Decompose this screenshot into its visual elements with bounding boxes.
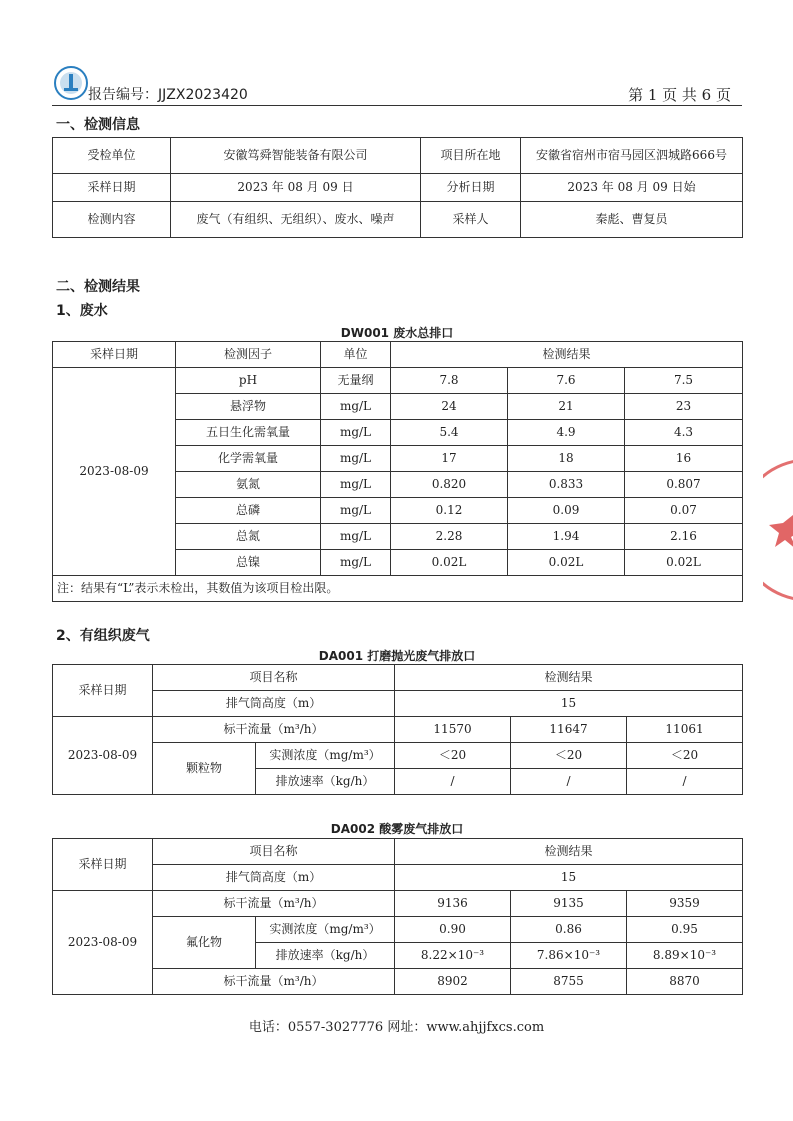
- info-label: 采样日期: [53, 174, 171, 202]
- value-cell: 11570: [395, 717, 511, 743]
- value-cell: 2.28: [391, 524, 508, 550]
- table-row: [53, 717, 743, 743]
- value-cell: ＜20: [511, 743, 627, 769]
- header-cell: 采样日期: [53, 839, 153, 891]
- report-number: 报告编号：JJZX2023420: [88, 87, 248, 103]
- table-note: 注：结果有“L”表示未检出，其数值为该项目检出限。: [53, 576, 743, 602]
- info-table: [52, 137, 743, 238]
- seal-stamp-icon: [763, 455, 793, 605]
- value-cell: /: [395, 769, 511, 795]
- da002-table: [52, 838, 743, 995]
- header-cell: 采样日期: [53, 665, 153, 717]
- info-value: 废气（有组织、无组织）、废水、噪声: [171, 202, 421, 238]
- page-info: 第 1 页 共 6 页: [628, 86, 731, 104]
- info-value: 秦彪、曹复员: [521, 202, 743, 238]
- value-cell: 0.86: [511, 917, 627, 943]
- footer-contact: 电话：0557-3027776 网址：www.ahjjfxcs.com: [248, 1020, 545, 1035]
- value-cell: 17: [391, 446, 508, 472]
- info-label: 采样人: [421, 202, 521, 238]
- factor-cell: 总磷: [176, 498, 321, 524]
- value-cell: 0.02L: [391, 550, 508, 576]
- section-title-info: 一、检测信息: [56, 117, 140, 133]
- water-table: [52, 341, 743, 602]
- value-cell: 0.09: [508, 498, 625, 524]
- value-cell: ＜20: [627, 743, 743, 769]
- value-cell: 23: [625, 394, 743, 420]
- value-cell: 7.86×10⁻³: [511, 943, 627, 969]
- table-row: [53, 917, 743, 943]
- conc-label: 实测浓度（mg/m³）: [256, 743, 395, 769]
- da001-table: [52, 664, 743, 795]
- value-cell: 9135: [511, 891, 627, 917]
- table-row: [53, 969, 743, 995]
- factor-cell: pH: [176, 368, 321, 394]
- unit-cell: mg/L: [321, 550, 391, 576]
- height-label: 排气筒高度（m）: [153, 691, 395, 717]
- value-cell: 7.8: [391, 368, 508, 394]
- value-cell: 2.16: [625, 524, 743, 550]
- header-cell: 检测结果: [395, 839, 743, 865]
- value-cell: 0.07: [625, 498, 743, 524]
- unit-cell: mg/L: [321, 420, 391, 446]
- factor-cell: 五日生化需氧量: [176, 420, 321, 446]
- value-cell: 1.94: [508, 524, 625, 550]
- value-cell: 0.02L: [508, 550, 625, 576]
- value-cell: ＜20: [395, 743, 511, 769]
- value-cell: 4.9: [508, 420, 625, 446]
- table-note-row: [53, 576, 743, 602]
- info-label: 检测内容: [53, 202, 171, 238]
- factor-cell: 化学需氧量: [176, 446, 321, 472]
- sample-date: 2023-08-09: [53, 717, 153, 795]
- info-label: 分析日期: [421, 174, 521, 202]
- table-row: [53, 691, 743, 717]
- value-cell: 8.22×10⁻³: [395, 943, 511, 969]
- value-cell: /: [627, 769, 743, 795]
- header-cell: 项目名称: [153, 839, 395, 865]
- table-row: [53, 743, 743, 769]
- conc-label: 实测浓度（mg/m³）: [256, 917, 395, 943]
- value-cell: 8755: [511, 969, 627, 995]
- value-cell: 0.807: [625, 472, 743, 498]
- header-cell: 检测因子: [176, 342, 321, 368]
- value-cell: 9359: [627, 891, 743, 917]
- unit-cell: mg/L: [321, 394, 391, 420]
- unit-cell: 无量纲: [321, 368, 391, 394]
- rate-label: 排放速率（kg/h）: [256, 943, 395, 969]
- da001-caption: DA001 打磨抛光废气排放口: [318, 649, 476, 663]
- flow-label: 标干流量（m³/h）: [153, 969, 395, 995]
- header-cell: 单位: [321, 342, 391, 368]
- rate-label: 排放速率（kg/h）: [256, 769, 395, 795]
- value-cell: 9136: [395, 891, 511, 917]
- info-label: 项目所在地: [421, 138, 521, 174]
- value-cell: 0.820: [391, 472, 508, 498]
- info-row: [53, 174, 743, 202]
- value-cell: 0.90: [395, 917, 511, 943]
- table-row: [53, 368, 743, 394]
- info-row: [53, 138, 743, 174]
- sample-date: 2023-08-09: [53, 368, 176, 576]
- water-table-caption: DW001 废水总排口: [340, 326, 454, 340]
- table-row: [53, 891, 743, 917]
- info-value: 安徽笃舜智能装备有限公司: [171, 138, 421, 174]
- header-cell: 采样日期: [53, 342, 176, 368]
- value-cell: 7.6: [508, 368, 625, 394]
- section-title-results: 二、检测结果: [56, 279, 140, 295]
- height-value: 15: [395, 691, 743, 717]
- subsection-water: 1、废水: [56, 303, 108, 319]
- value-cell: 16: [625, 446, 743, 472]
- header-cell: 检测结果: [391, 342, 743, 368]
- da002-caption: DA002 酸雾废气排放口: [330, 822, 464, 836]
- value-cell: 0.95: [627, 917, 743, 943]
- height-label: 排气筒高度（m）: [153, 865, 395, 891]
- value-cell: 7.5: [625, 368, 743, 394]
- height-value: 15: [395, 865, 743, 891]
- header-cell: 项目名称: [153, 665, 395, 691]
- sample-date: 2023-08-09: [53, 891, 153, 995]
- value-cell: 4.3: [625, 420, 743, 446]
- factor-cell: 悬浮物: [176, 394, 321, 420]
- info-value: 2023 年 08 月 09 日始: [521, 174, 743, 202]
- table-row: [53, 865, 743, 891]
- value-cell: 5.4: [391, 420, 508, 446]
- table-header-row: [53, 665, 743, 691]
- flow-label: 标干流量（m³/h）: [153, 717, 395, 743]
- pollutant-name: 颗粒物: [153, 743, 256, 795]
- info-value: 2023 年 08 月 09 日: [171, 174, 421, 202]
- value-cell: 8.89×10⁻³: [627, 943, 743, 969]
- value-cell: 21: [508, 394, 625, 420]
- value-cell: 24: [391, 394, 508, 420]
- value-cell: 11061: [627, 717, 743, 743]
- info-label: 受检单位: [53, 138, 171, 174]
- info-row: [53, 202, 743, 238]
- value-cell: 18: [508, 446, 625, 472]
- factor-cell: 氨氮: [176, 472, 321, 498]
- unit-cell: mg/L: [321, 472, 391, 498]
- value-cell: 0.12: [391, 498, 508, 524]
- unit-cell: mg/L: [321, 524, 391, 550]
- value-cell: 0.02L: [625, 550, 743, 576]
- factor-cell: 总氮: [176, 524, 321, 550]
- company-logo-icon: [54, 66, 88, 100]
- header-cell: 检测结果: [395, 665, 743, 691]
- table-header-row: [53, 839, 743, 865]
- info-value: 安徽省宿州市宿马园区泗城路666号: [521, 138, 743, 174]
- factor-cell: 总镍: [176, 550, 321, 576]
- value-cell: /: [511, 769, 627, 795]
- unit-cell: mg/L: [321, 446, 391, 472]
- pollutant-name: 氟化物: [153, 917, 256, 969]
- value-cell: 0.833: [508, 472, 625, 498]
- value-cell: 11647: [511, 717, 627, 743]
- header-rule: [52, 105, 742, 106]
- value-cell: 8870: [627, 969, 743, 995]
- flow-label: 标干流量（m³/h）: [153, 891, 395, 917]
- subsection-exhaust: 2、有组织废气: [56, 628, 150, 644]
- unit-cell: mg/L: [321, 498, 391, 524]
- value-cell: 8902: [395, 969, 511, 995]
- table-header-row: [53, 342, 743, 368]
